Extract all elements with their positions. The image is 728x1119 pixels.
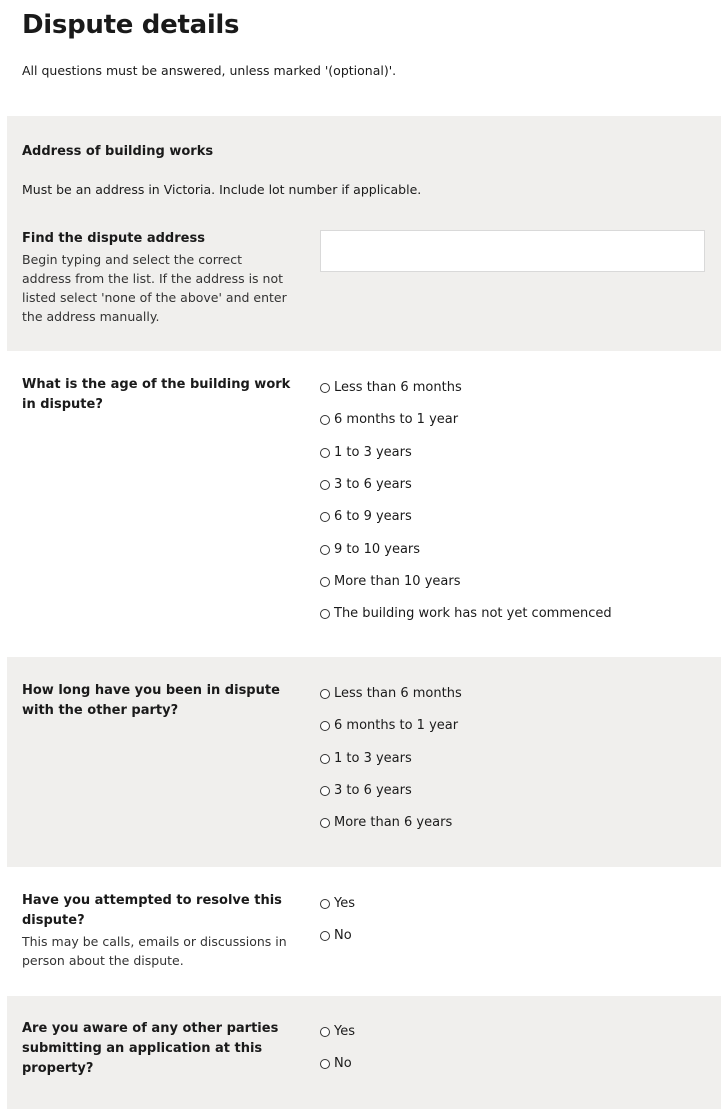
radio-option-label: More than 10 years: [334, 573, 461, 589]
radio-button[interactable]: [320, 609, 330, 619]
radio-button[interactable]: [320, 1059, 330, 1069]
radio-option-label: 1 to 3 years: [334, 750, 412, 766]
other-parties-options: [320, 1016, 355, 1081]
other-parties-question: Are you aware of any other parties submitting an application at this property?: [22, 1021, 279, 1076]
radio-option-label: 6 months to 1 year: [334, 412, 459, 428]
radio-option-label: Yes: [334, 1024, 355, 1040]
radio-option-label: Less than 6 months: [334, 380, 462, 396]
radio-option-label: 6 months to 1 year: [334, 718, 459, 734]
radio-button[interactable]: [320, 383, 330, 393]
radio-button[interactable]: [320, 818, 330, 828]
radio-option-label: No: [334, 1056, 352, 1072]
radio-option[interactable]: [320, 678, 462, 710]
radio-option[interactable]: [320, 437, 612, 469]
page-intro: All questions must be answered, unless marked '(optional)'.: [22, 63, 397, 78]
address-description: Must be an address in Victoria. Include lot number if applicable.: [22, 182, 422, 197]
radio-option-no[interactable]: [320, 1048, 355, 1080]
radio-option-label: More than 6 years: [334, 815, 453, 831]
radio-option[interactable]: [320, 501, 612, 533]
building-age-question: What is the age of the building work in dispute?: [22, 377, 291, 412]
radio-option-label: The building work has not yet commenced: [334, 606, 612, 622]
radio-option[interactable]: [320, 743, 462, 775]
radio-option-label: 9 to 10 years: [334, 541, 421, 557]
radio-option-label: No: [334, 928, 352, 944]
radio-option[interactable]: [320, 469, 612, 501]
radio-button[interactable]: [320, 480, 330, 490]
radio-option[interactable]: [320, 807, 462, 839]
radio-button[interactable]: [320, 754, 330, 764]
radio-option-label: 3 to 6 years: [334, 783, 412, 799]
radio-option-label: 1 to 3 years: [334, 444, 412, 460]
radio-option[interactable]: [320, 533, 612, 565]
radio-option[interactable]: [320, 372, 612, 404]
radio-option-label: Yes: [334, 896, 355, 912]
find-address-label: Find the dispute address: [22, 231, 205, 246]
page-title: Dispute details: [22, 10, 240, 40]
address-heading: Address of building works: [22, 144, 214, 159]
radio-button[interactable]: [320, 448, 330, 458]
radio-option[interactable]: [320, 404, 612, 436]
radio-option[interactable]: [320, 598, 612, 630]
building-age-section: [7, 351, 721, 657]
radio-button[interactable]: [320, 721, 330, 731]
radio-option-no[interactable]: [320, 920, 355, 952]
radio-button[interactable]: [320, 786, 330, 796]
radio-option-yes[interactable]: [320, 888, 355, 920]
find-address-hint: Begin typing and select the correct address from the list. If the address is not listed select 'none of the above' and enter the address manually.: [22, 252, 287, 324]
radio-option-yes[interactable]: [320, 1016, 355, 1048]
resolution-attempt-hint: This may be calls, emails or discussions in person about the dispute.: [22, 934, 287, 968]
radio-button[interactable]: [320, 1027, 330, 1037]
radio-option-label: 3 to 6 years: [334, 477, 412, 493]
other-parties-section: [7, 996, 721, 1109]
dispute-duration-question: How long have you been in dispute with the other party?: [22, 683, 280, 718]
radio-button[interactable]: [320, 689, 330, 699]
resolution-attempt-section: [7, 867, 721, 996]
radio-option-label: Less than 6 months: [334, 686, 462, 702]
radio-button[interactable]: [320, 415, 330, 425]
radio-option-label: 6 to 9 years: [334, 509, 412, 525]
radio-button[interactable]: [320, 512, 330, 522]
address-section: [7, 116, 721, 351]
dispute-address-input[interactable]: [320, 230, 705, 272]
radio-option[interactable]: [320, 710, 462, 742]
building-age-options: [320, 372, 612, 630]
radio-button[interactable]: [320, 899, 330, 909]
resolution-attempt-options: [320, 888, 355, 953]
radio-button[interactable]: [320, 931, 330, 941]
dispute-duration-options: [320, 678, 462, 839]
radio-option[interactable]: [320, 566, 612, 598]
radio-option[interactable]: [320, 775, 462, 807]
radio-button[interactable]: [320, 577, 330, 587]
resolution-attempt-question: Have you attempted to resolve this dispute?: [22, 893, 282, 928]
dispute-duration-section: [7, 657, 721, 867]
radio-button[interactable]: [320, 545, 330, 555]
